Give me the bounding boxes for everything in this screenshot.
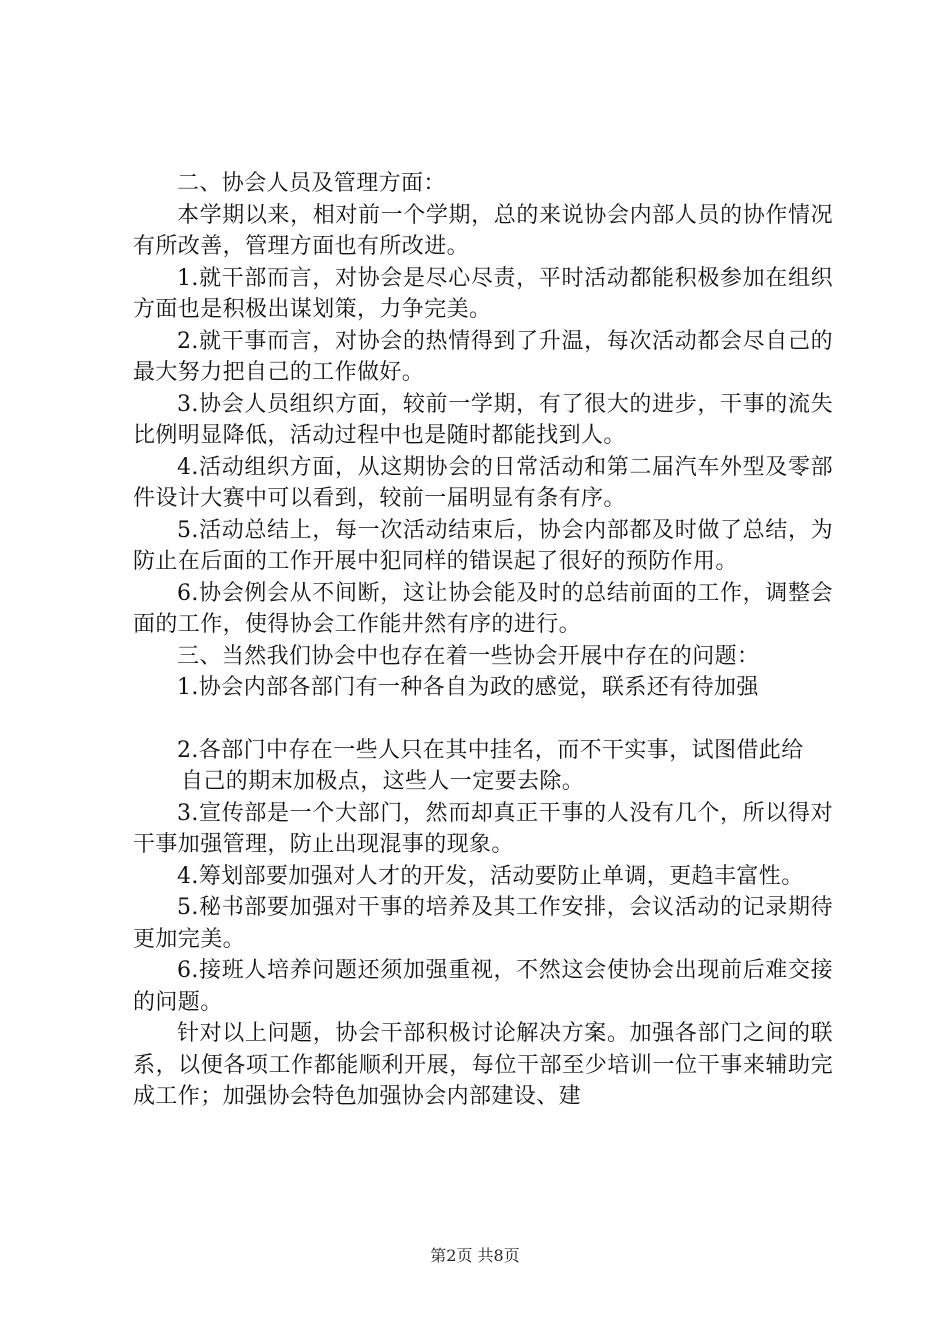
list-item: 1.协会内部各部门有一种各自为政的感觉，联系还有待加强 [177, 675, 759, 700]
paragraph: 本学期以来，相对前一个学期，总的来说协会内部人员的协作情况有所改善，管理方面也有所改进。 [133, 202, 833, 259]
list-item: 1.就干部而言，对协会是尽心尽责，平时活动都能积极参加在组织方面也是积极出谋划策，力争完美。 [133, 265, 833, 322]
list-item: 3.宣传部是一个大部门，然而却真正干事的人没有几个，所以得对干事加强管理，防止出现混事的现象。 [133, 800, 833, 857]
list-item: 6.协会例会从不间断，这让协会能及时的总结前面的工作，调整会面的工作，使得协会工作能井然有序的进行。 [133, 580, 833, 637]
page-footer: 第2页 共8页 [430, 1246, 520, 1265]
list-item: 4.活动组织方面，从这期协会的日常活动和第二届汽车外型及零部件设计大赛中可以看到，较前一届明显有条有序。 [133, 454, 833, 511]
list-item-continuation: 自己的期末加极点，这些人一定要去除。 [181, 769, 585, 794]
list-item: 2.各部门中存在一些人只在其中挂名，而不干实事，试图借此给 [177, 737, 804, 763]
document-body [133, 168, 833, 1113]
list-item: 2.就干事而言，对协会的热情得到了升温，每次活动都会尽自己的最大努力把自己的工作做好。 [133, 328, 833, 385]
section-heading-3: 三、当然我们协会中也存在着一些协会开展中存在的问题： [177, 643, 760, 669]
paragraph: 针对以上问题，协会干部积极讨论解决方案。加强各部门之间的联系，以便各项工作都能顺利开展，每位干部至少培训一位干事来辅助完成工作；加强协会特色加强协会内部建设、建 [133, 1021, 833, 1109]
list-item: 5.秘书部要加强对干事的培养及其工作安排，会议活动的记录期待更加完美。 [133, 895, 833, 952]
list-item: 5.活动总结上，每一次活动结束后，协会内部都及时做了总结，为防止在后面的工作开展中犯同样的错误起了很好的预防作用。 [133, 517, 833, 574]
list-item: 3.协会人员组织方面，较前一学期，有了很大的进步，干事的流失比例明显降低，活动过程中也是随时都能找到人。 [133, 391, 833, 448]
list-item: 4.筹划部要加强对人才的开发，活动要防止单调，更趋丰富性。 [177, 863, 804, 889]
section-heading-2: 二、协会人员及管理方面： [177, 171, 446, 196]
list-item: 6.接班人培养问题还须加强重视，不然这会使协会出现前后难交接的问题。 [133, 958, 833, 1015]
